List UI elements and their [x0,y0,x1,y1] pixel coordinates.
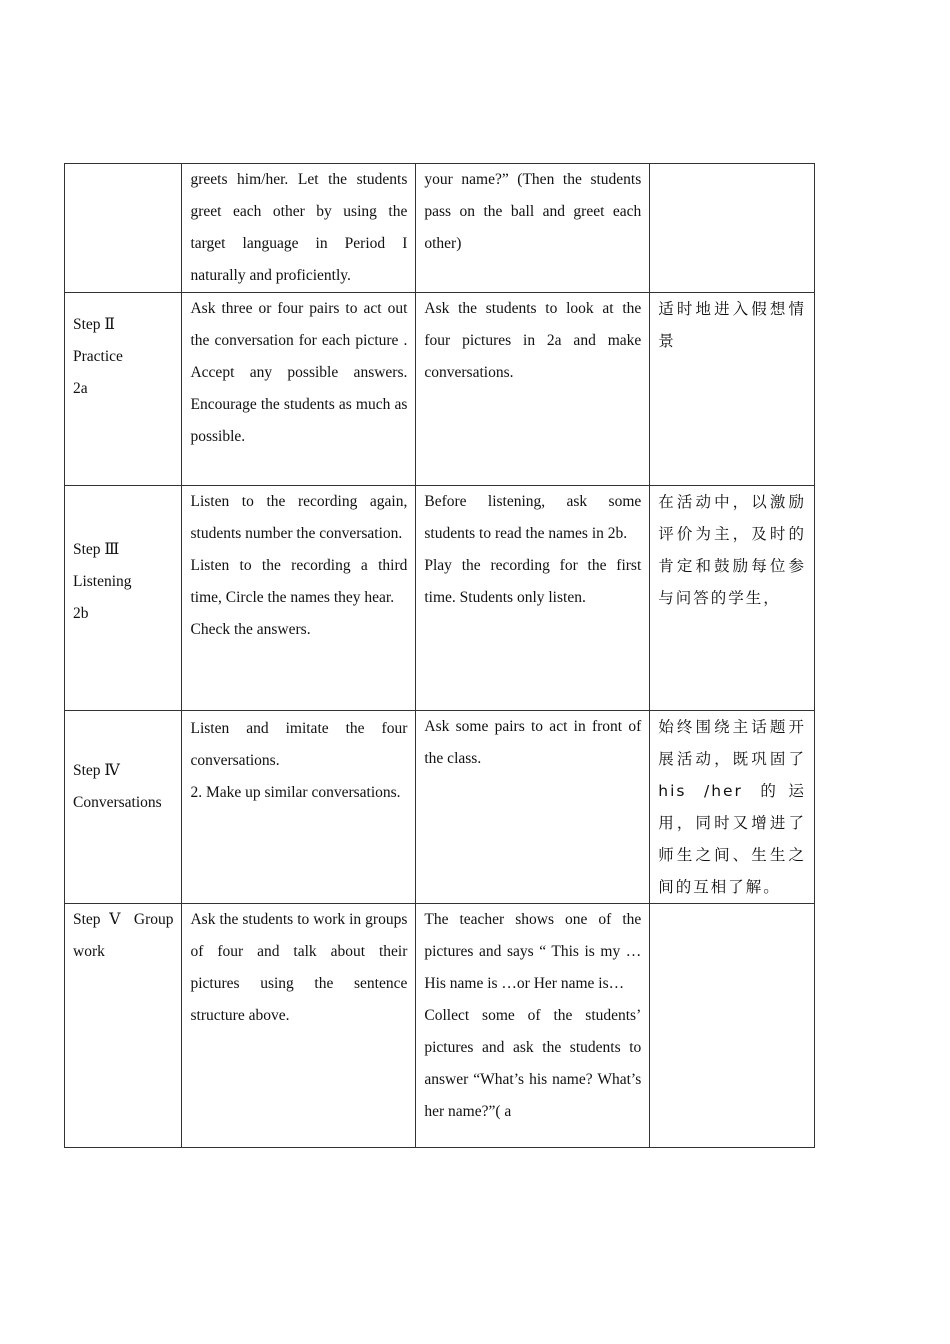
step-label: Step Ⅱ [73,316,115,333]
cell-paragraph: Ask some pairs to act in front of the class. [424,718,642,767]
step-label: Step Ⅲ [73,541,120,558]
design-intent-cell [650,711,815,904]
cell-paragraph: greets him/her. Let the students greet each other by using the target language in Period I naturally and proficiently. [190,171,408,284]
cell-paragraph: your name?” (Then the students pass on the ball and greet each other) [424,171,642,252]
step-cell [65,486,182,711]
cell-paragraph: Collect some of the students’ pictures and ask the students to answer “What’s his name? What’s her name?”( a [424,1007,642,1120]
table-row [65,164,815,293]
student-activity-cell [182,711,416,904]
design-intent-cell [650,904,815,1148]
cell-paragraph: Listen to the recording a third time, Circle the names they hear. [190,557,408,606]
student-activity-cell [182,904,416,1148]
step-cell [65,293,182,486]
step-name: Conversations [73,794,162,811]
teacher-activity-cell [416,904,650,1148]
teacher-activity-cell [416,711,650,904]
student-activity-cell [182,293,416,486]
teacher-activity-cell [416,486,650,711]
table-row [65,711,815,904]
table-row [65,486,815,711]
lesson-plan-table [64,163,815,1148]
step-name: Listening [73,573,132,590]
cell-paragraph: Listen to the recording again, students number the conversation. [190,493,408,542]
step-code: 2b [73,605,89,622]
step-label: Step Ⅴ Group work [73,911,174,960]
cell-paragraph: Check the answers. [190,621,311,638]
step-cell [65,711,182,904]
cell-paragraph: 在活动中，以激励评价为主，及时的肯定和鼓励每位参与问答的学生， [658,493,806,607]
cell-paragraph: 始终围绕主话题开展活动，既巩固了his /her 的运用，同时又增进了师生之间、生生之间的互相了解。 [658,718,806,896]
step-label: Step Ⅳ [73,762,120,779]
design-intent-cell [650,486,815,711]
cell-paragraph: 适时地进入假想情景 [658,300,806,350]
cell-paragraph: Ask the students to work in groups of four and talk about their pictures using the sentence structure above. [190,911,408,1024]
cell-paragraph: The teacher shows one of the pictures and says “ This is my … His name is …or Her name is… [424,911,642,992]
cell-paragraph: Play the recording for the first time. Students only listen. [424,557,642,606]
step-cell [65,164,182,293]
cell-paragraph: Ask the students to look at the four pictures in 2a and make conversations. [424,300,642,381]
cell-paragraph: Listen and imitate the four conversations. [190,720,408,769]
step-code: 2a [73,380,88,397]
design-intent-cell [650,164,815,293]
cell-paragraph: 2. Make up similar conversations. [190,784,401,801]
table-row [65,904,815,1148]
student-activity-cell [182,486,416,711]
cell-paragraph: Ask three or four pairs to act out the conversation for each picture . Accept any possible answers. Encourage the students as much as possible. [190,300,408,445]
teacher-activity-cell [416,164,650,293]
student-activity-cell [182,164,416,293]
teacher-activity-cell [416,293,650,486]
step-cell [65,904,182,1148]
step-name: Practice [73,348,123,365]
cell-paragraph: Before listening, ask some students to read the names in 2b. [424,493,642,542]
design-intent-cell [650,293,815,486]
table-row [65,293,815,486]
step-title [73,309,173,341]
